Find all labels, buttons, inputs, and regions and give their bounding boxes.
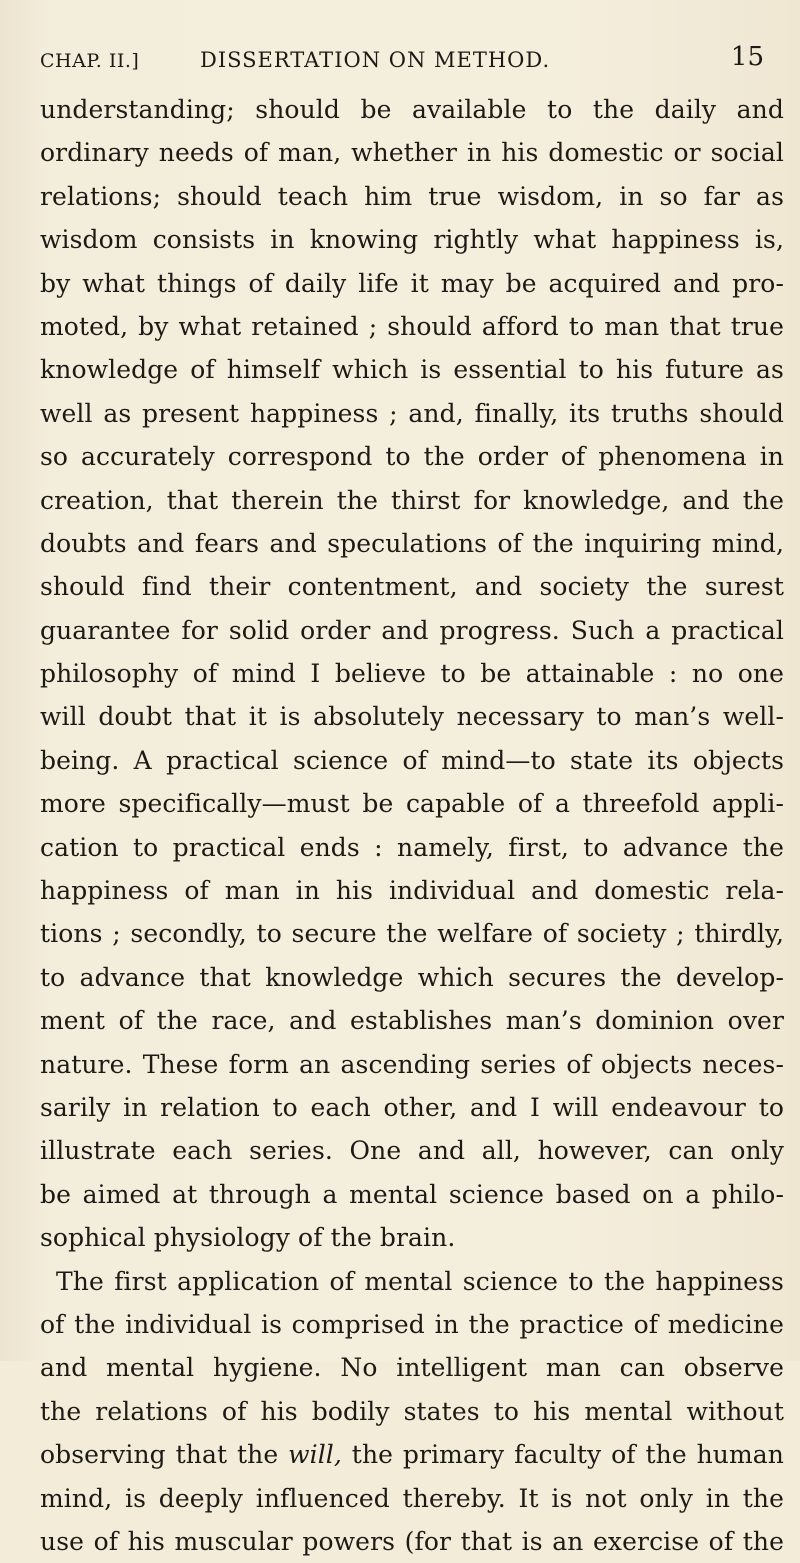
text-line: of the individual is comprised in the practice of medicine [40, 1309, 784, 1339]
text-run: observing that the [40, 1440, 289, 1470]
text-line: cation to practical ends : namely, first, to advance the [40, 832, 784, 862]
body-text [40, 88, 784, 1563]
text-line: and mental hygiene. No intelligent man can observe [40, 1353, 784, 1383]
text-line: relations; should teach him true wisdom, in so far as [40, 181, 784, 211]
chapter-label: CHAP. II.] [40, 50, 140, 72]
text-line: more specifically—must be capable of a threefold appli- [40, 789, 784, 819]
text-line: ordinary needs of man, whether in his domestic or social [40, 138, 784, 168]
text-line: should find their contentment, and society the surest [40, 572, 784, 602]
italic-word: will, [288, 1440, 342, 1470]
text-line: ment of the race, and establishes man’s dominion over [40, 1006, 784, 1036]
text-line: understanding; should be available to the daily and [40, 95, 784, 124]
text-line-with-italic [40, 1433, 784, 1476]
text-line: doubts and fears and speculations of the inquiring mind, [40, 528, 784, 558]
text-line: tions ; secondly, to secure the welfare of society ; thirdly, [40, 919, 784, 949]
text-line: wisdom consists in knowing rightly what happiness is, [40, 225, 784, 255]
text-line: to advance that knowledge which secures the develop- [40, 962, 784, 992]
text-line: moted, by what retained ; should afford to man that true [40, 311, 784, 341]
text-line: use of his muscular powers (for that is an exercise of the [40, 1526, 784, 1556]
text-run: the primary faculty of the human [341, 1440, 784, 1470]
paragraph-end-line: sophical physiology of the brain. [40, 1223, 456, 1253]
text-line: mind, is deeply influenced thereby. It is not only in the [40, 1483, 784, 1513]
running-title: DISSERTATION ON METHOD. [200, 48, 551, 72]
text-line: so accurately correspond to the order of phenomena in [40, 442, 784, 472]
text-line: guarantee for solid order and progress. Such a practical [40, 615, 784, 645]
text-line: sarily in relation to each other, and I will endeavour to [40, 1092, 784, 1122]
text-line: being. A practical science of mind—to state its objects [40, 745, 784, 775]
text-line: by what things of daily life it may be acquired and pro- [40, 268, 784, 298]
text-line: well as present happiness ; and, finally, its truths should [40, 398, 784, 428]
page-number: 15 [730, 42, 764, 72]
text-line: creation, that therein the thirst for knowledge, and the [40, 485, 784, 515]
text-line: illustrate each series. One and all, however, can only [40, 1136, 784, 1166]
page-header [40, 30, 778, 78]
text-line: will doubt that it is absolutely necessary to man’s well- [40, 702, 784, 732]
text-line: happiness of man in his individual and domestic rela- [40, 876, 784, 906]
text-line: be aimed at through a mental science based on a philo- [40, 1179, 784, 1209]
text-line: philosophy of mind I believe to be attainable : no one [40, 659, 784, 689]
text-line: the relations of his bodily states to his mental without [40, 1396, 784, 1426]
text-line: nature. These form an ascending series of objects neces- [40, 1049, 784, 1079]
paragraph-start-line: The first application of mental science to the happiness [56, 1266, 784, 1296]
text-line: knowledge of himself which is essential to his future as [40, 355, 784, 385]
